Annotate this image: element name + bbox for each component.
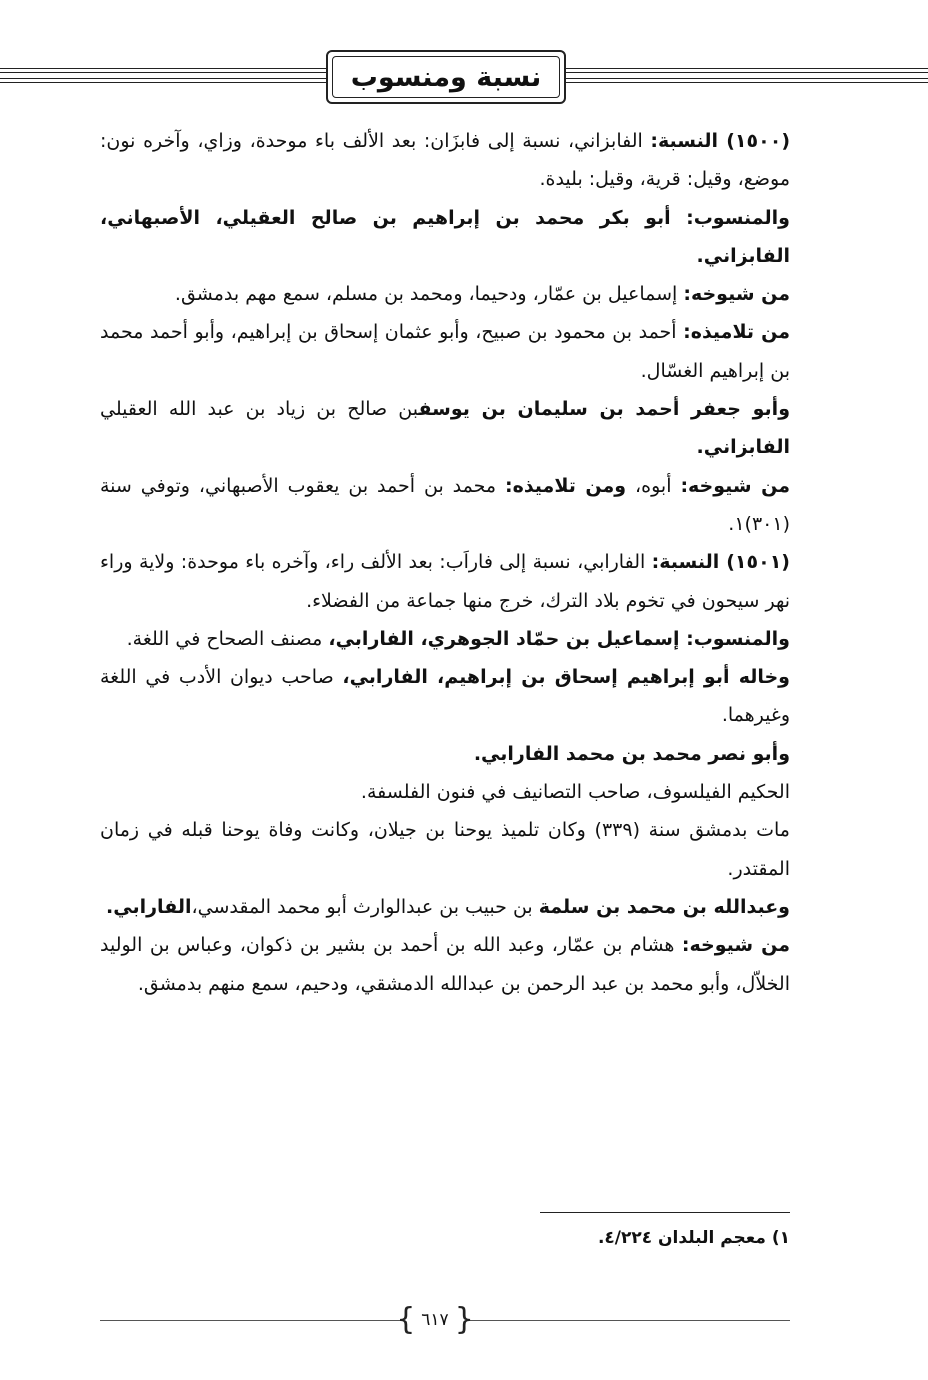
entry-heading: الفارابي. bbox=[106, 895, 192, 918]
entry-text: أبوه، bbox=[626, 474, 681, 497]
entry-heading: والمنسوب: إسماعيل بن حمّاد الجوهري، الفارابي، bbox=[328, 627, 790, 650]
page-content bbox=[100, 122, 790, 1003]
entry-heading: (١٥٠٠) النسبة: bbox=[650, 130, 790, 152]
header-rule-right bbox=[566, 68, 928, 92]
entry-heading: الفابزاني. bbox=[696, 436, 790, 459]
entry-heading: وأبو جعفر أحمد بن سليمان بن يوسف bbox=[418, 398, 790, 421]
entry-heading: من شيوخه: bbox=[681, 934, 790, 957]
entry-text: مات بدمشق سنة (٣٣٩) وكان تلميذ يوحنا بن جيلان، وكانت وفاة يوحنا قبله في زمان المقتدر. bbox=[100, 819, 790, 880]
entry-heading: والمنسوب: أبو بكر محمد بن إبراهيم بن صالح العقيلي، الأصبهاني، الفابزاني. bbox=[100, 206, 790, 267]
paragraph-abdullah bbox=[100, 888, 790, 926]
entry-text: محمد بن أحمد بن يعقوب الأصبهاني، وتوفي سنة (٣٠١)١. bbox=[100, 474, 790, 535]
paragraph-1500-nisba bbox=[100, 122, 790, 199]
page-number-rule-left bbox=[100, 1320, 400, 1321]
page-number-rule-right bbox=[470, 1320, 790, 1321]
paragraph-khaluhu bbox=[100, 658, 790, 735]
entry-text: الحكيم الفيلسوف، صاحب التصانيف في فنون الفلسفة. bbox=[360, 781, 790, 804]
paragraph-shuyukh-2 bbox=[100, 467, 790, 544]
paragraph-mansub bbox=[100, 199, 790, 276]
entry-text: بن حبيب بن عبدالوارث أبو محمد المقدسي، bbox=[191, 895, 539, 918]
paragraph-jawhari bbox=[100, 620, 790, 658]
entry-heading: وأبو نصر محمد بن محمد الفارابي. bbox=[473, 742, 790, 765]
paragraph-abu-jafar bbox=[100, 390, 790, 467]
footnote: ١) معجم البلدان ٤/٢٢٤. bbox=[597, 1228, 790, 1248]
entry-text: هشام بن عمّار، وعبد الله بن أحمد بن بشير بن ذكوان، وعباس بن الوليد الخلاّل، وأبو محمد بن عبد الرحمن بن عبدالله الدمشقي، ودحيم، سمع منهم بدمشق. bbox=[100, 934, 790, 995]
entry-text: مصنف الصحاح في اللغة. bbox=[126, 627, 329, 650]
entry-heading: من شيوخه: bbox=[683, 283, 790, 306]
paragraph-mat bbox=[100, 811, 790, 888]
paragraph-talamidh bbox=[100, 313, 790, 390]
header-title-box bbox=[326, 50, 566, 104]
paragraph-abu-nasr bbox=[100, 735, 790, 773]
brace-open-icon: { bbox=[454, 1302, 474, 1337]
paragraph-hakim bbox=[100, 773, 790, 811]
paragraph-1501-nisba bbox=[100, 543, 790, 620]
entry-heading: وعبدالله بن محمد بن سلمة bbox=[538, 895, 790, 918]
page-number-text: ٦١٧ bbox=[421, 1310, 449, 1330]
entry-heading: من شيوخه: bbox=[680, 474, 790, 497]
entry-heading: وخاله أبو إبراهيم إسحاق بن إبراهيم، الفارابي، bbox=[342, 666, 790, 689]
header-rule-left bbox=[0, 68, 330, 92]
brace-close-icon: } bbox=[396, 1302, 416, 1337]
page-number bbox=[396, 1302, 474, 1337]
entry-text: بن صالح بن زياد بن عبد الله العقيلي bbox=[100, 398, 419, 421]
entry-text: الفارابي، نسبة إلى فاراَب: بعد الألف راء، وآخره باء موحدة: ولاية وراء نهر سيحون في تخوم بلاد الترك، خرج منها جماعة من الفضلاء. bbox=[100, 551, 790, 612]
entry-text: إسماعيل بن عمّار، ودحيما، ومحمد بن مسلم، سمع مهم بدمشق. bbox=[174, 283, 684, 306]
entry-heading: ومن تلاميذه: bbox=[505, 474, 627, 497]
entry-text: الفابزاني، نسبة إلى فابزَان: بعد الألف باء موحدة، وزاي، وآخره نون: موضع، وقيل: قرية، وقيل: بليدة. bbox=[100, 130, 790, 191]
entry-heading: (١٥٠١) النسبة: bbox=[651, 551, 790, 574]
entry-text: صاحب ديوان الأدب في اللغة وغيرهما. bbox=[100, 666, 790, 727]
footnote-separator bbox=[540, 1212, 790, 1213]
entry-heading: من تلاميذه: bbox=[683, 321, 790, 344]
paragraph-shuyukh bbox=[100, 275, 790, 313]
entry-text: أحمد بن محمود بن صبيح، وأبو عثمان إسحاق بن إبراهيم، وأبو أحمد محمد بن إبراهيم الغسّال. bbox=[100, 321, 790, 382]
paragraph-shuyukh-3 bbox=[100, 926, 790, 1003]
page-title: نسبة ومنسوب bbox=[332, 56, 560, 98]
